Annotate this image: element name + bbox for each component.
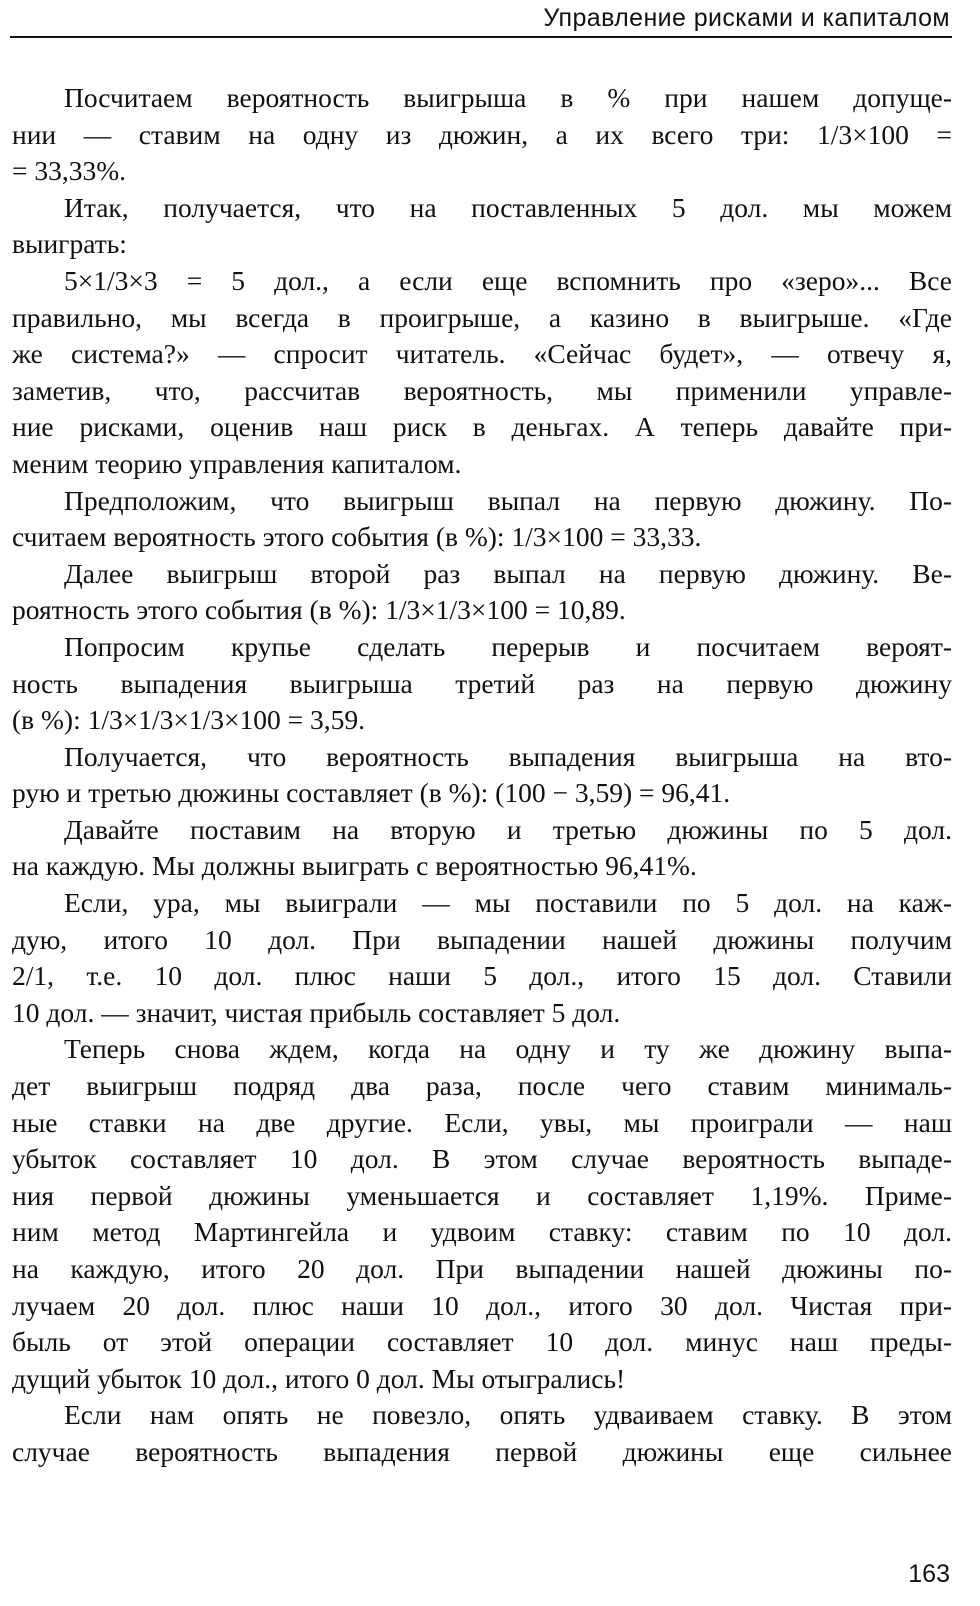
text-line: дущий убыток 10 дол., итого 0 дол. Мы отыгрались!	[12, 1362, 626, 1394]
text-line: роятность этого события (в %): 1/3×1/3×100 = 10,89.	[12, 594, 626, 626]
text-line: рую и третью дюжины составляет (в %): (100 − 3,59) = 96,41.	[12, 777, 731, 809]
text-line: нии — ставим на одну из дюжин, а их всего три: 1/3×100 =	[12, 118, 952, 150]
text-line: Получается, что вероятность выпадения выигрыша на вто-	[64, 740, 952, 772]
text-line: заметив, что, рассчитав вероятность, мы применили управле-	[12, 374, 952, 406]
text-line: лучаем 20 дол. плюс наши 10 дол., итого 30 дол. Чистая при-	[12, 1289, 952, 1321]
text-line: же система?» — спросит читатель. «Сейчас будет», — отвечу я,	[12, 338, 952, 370]
text-line: выиграть:	[12, 228, 127, 260]
header-rule	[10, 36, 952, 38]
text-line: Предположим, что выигрыш выпал на первую дюжину. По-	[64, 484, 952, 516]
text-line: Если нам опять не повезло, опять удваиваем ставку. В этом	[64, 1399, 952, 1431]
text-line: 5×1/3×3 = 5 дол., а если еще вспомнить про «зеро»... Все	[64, 264, 952, 296]
text-line: 10 дол. — значит, чистая прибыль составляет 5 дол.	[12, 996, 621, 1028]
text-line: ность выпадения выигрыша третий раз на первую дюжину	[12, 667, 952, 699]
text-line: быль от этой операции составляет 10 дол. минус наш преды-	[12, 1326, 952, 1358]
text-line: Далее выигрыш второй раз выпал на первую дюжину. Ве-	[64, 557, 952, 589]
text-line: правильно, мы всегда в проигрыше, а казино в выигрыше. «Где	[12, 301, 952, 333]
text-line: Теперь снова ждем, когда на одну и ту же дюжину выпа-	[64, 1033, 952, 1065]
text-line: Попросим крупье сделать перерыв и посчитаем вероят-	[64, 630, 952, 662]
text-line: Итак, получается, что на поставленных 5 дол. мы можем	[64, 191, 952, 223]
text-line: на каждую, итого 20 дол. При выпадении нашей дюжины по-	[12, 1253, 952, 1284]
page-number: 163	[908, 1560, 950, 1588]
text-line: Посчитаем вероятность выигрыша в % при нашем допуще-	[64, 82, 952, 113]
running-header: Управление рисками и капиталом	[543, 4, 950, 32]
text-line: Давайте поставим на вторую и третью дюжины по 5 дол.	[64, 813, 952, 845]
text-line: дую, итого 10 дол. При выпадении нашей дюжины получим	[12, 923, 952, 955]
text-line: дет выигрыш подряд два раза, после чего ставим минималь-	[12, 1070, 952, 1102]
text-line: 2/1, т.е. 10 дол. плюс наши 5 дол., итого 15 дол. Ставили	[12, 960, 952, 992]
text-line: ним метод Мартингейла и удвоим ставку: ставим по 10 дол.	[12, 1216, 952, 1248]
text-line: ние рисками, оценив наш риск в деньгах. А теперь давайте при-	[12, 411, 952, 443]
text-line: (в %): 1/3×1/3×1/3×100 = 3,59.	[12, 704, 366, 736]
text-line: на каждую. Мы должны выиграть с вероятностью 96,41%.	[12, 850, 697, 882]
text-line: случае вероятность выпадения первой дюжины еще сильнее	[12, 1435, 952, 1467]
text-line: меним теорию управления капиталом.	[12, 447, 462, 479]
text-line: = 33,33%.	[12, 155, 127, 187]
text-line: Если, ура, мы выиграли — мы поставили по 5 дол. на каж-	[64, 887, 952, 919]
text-line: ния первой дюжины уменьшается и составляет 1,19%. Приме-	[12, 1179, 952, 1211]
text-line: убыток составляет 10 дол. В этом случае вероятность выпаде-	[12, 1143, 952, 1175]
body-text	[12, 80, 952, 1471]
text-line: считаем вероятность этого события (в %): 1/3×100 = 33,33.	[12, 521, 702, 553]
text-line: ные ставки на две другие. Если, увы, мы проиграли — наш	[12, 1106, 952, 1138]
